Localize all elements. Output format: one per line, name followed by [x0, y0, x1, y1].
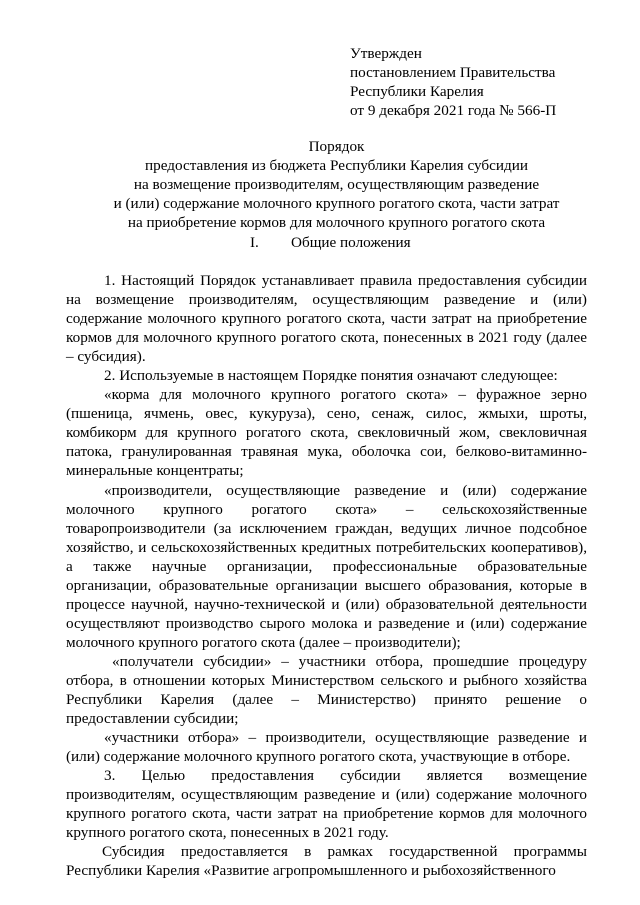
- title-line: предоставления из бюджета Республики Карелия субсидии: [145, 157, 528, 174]
- title-line: на приобретение кормов для молочного крупного рогатого скота: [127, 214, 546, 231]
- section-number: I.: [250, 234, 259, 251]
- approval-line: Утвержден: [350, 45, 422, 62]
- paragraph: Субсидия предоставляется в рамках государственной программы Республики Карелия «Развитие агропромышленного и рыбохозяйственного: [66, 843, 587, 880]
- section-title: Общие положения: [291, 234, 411, 251]
- paragraph: 3. Целью предоставления субсидии является возмещение производителям, осуществляющим разведение и (или) содержание молочного крупного рогатого скота, части затрат на приобретение кормов для молочного крупного рогатого скота, понесенных в 2021 году.: [66, 767, 587, 842]
- paragraph: «участники отбора» – производители, осуществляющие разведение и (или) содержание молочного крупного рогатого скота, участвующие в отборе.: [66, 729, 587, 766]
- paragraph: 2. Используемые в настоящем Порядке понятия означают следующее:: [104, 367, 558, 385]
- paragraph: 1. Настоящий Порядок устанавливает правила предоставления субсидии на возмещение производителям, осуществляющим разведение и (или) содержание молочного крупного рогатого скота, части затрат на приобретение кормов для молочного крупного рогатого скота, понесенных в 2021 году (далее – субсидия).: [66, 272, 587, 366]
- section-heading: [0, 234, 640, 254]
- approval-line: постановлением Правительства: [350, 64, 556, 81]
- approval-line: от 9 декабря 2021 года № 566-П: [350, 102, 557, 119]
- paragraph: «производители, осуществляющие разведение и (или) содержание молочного крупного рогатого скота» – сельскохозяйственные товаропроизводители (за исключением граждан, ведущих личное подсобное хозяйство, и сельскохозяйственных кредитных потребительских кооперативов), а также научные организации, профессиональные образовательные организации, образовательные организации высшего образования, которые в процессе научной, научно-технической и (или) образовательной деятельности осуществляют производство сырого молока и разведение и (или) содержание молочного крупного рогатого скота (далее – производители);: [66, 481, 587, 651]
- title-line: на возмещение производителям, осуществляющим разведение: [133, 176, 540, 193]
- paragraph: «получатели субсидии» – участники отбора, прошедшие процедуру отбора, в отношении которых Министерством сельского и рыбного хозяйства Республики Карелия (далее – Министерство) принято решение о предоставлении субсидии;: [66, 652, 587, 728]
- document-title: [66, 137, 607, 232]
- document-body: [66, 271, 587, 881]
- paragraph: «корма для молочного крупного рогатого скота» – фуражное зерно (пшеница, ячмень, овес, кукуруза), сено, сенаж, силос, жмыхи, шроты, комбикорм для крупного рогатого скота, свекловичный жом, свекловичная патока, гранулированная травяная мука, оболочка сои, белково-витаминно-минеральные концентраты;: [66, 386, 587, 480]
- title-line: и (или) содержание молочного крупного рогатого скота, части затрат: [113, 195, 560, 212]
- approval-stamp: [350, 44, 610, 120]
- title-line: Порядок: [308, 138, 365, 155]
- approval-line: Республики Карелия: [350, 83, 484, 100]
